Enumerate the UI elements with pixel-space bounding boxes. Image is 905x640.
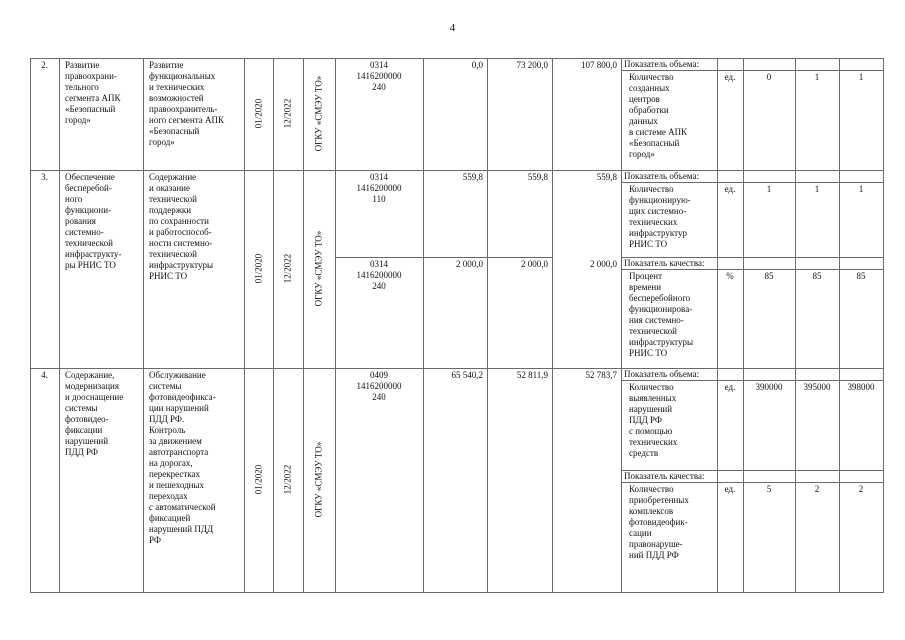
funding-2022: 559,8 <box>596 172 617 182</box>
activity-name-line: за движением <box>149 436 202 446</box>
table-rule <box>883 58 884 592</box>
task-name-line: системно- <box>65 227 104 237</box>
task-name-line: «Безопасный <box>65 104 116 114</box>
indicator-unit: ед. <box>724 484 736 494</box>
table-rule <box>795 58 796 592</box>
activity-name-line: с автоматической <box>149 502 216 512</box>
indicator-header: Показатель объема: <box>624 59 699 69</box>
task-name-line: ПДД РФ <box>65 447 98 457</box>
indicator-name-line: средств <box>629 448 659 458</box>
indicator-header: Показатель объема: <box>624 171 699 181</box>
indicator-unit: ед. <box>724 72 736 82</box>
activity-name-line: технической <box>149 194 197 204</box>
table-rule <box>143 58 144 592</box>
activity-name-line: автотранспорта <box>149 447 209 457</box>
indicator-name-line: Количество <box>629 72 674 82</box>
task-name-line: тельного <box>65 82 99 92</box>
indicator-unit: % <box>726 271 734 281</box>
indicator-2022: 398000 <box>847 382 875 392</box>
end-date: 12/2022 <box>282 253 293 284</box>
indicator-name-line: фотовидеофик- <box>629 517 688 527</box>
funding-2022: 52 783,7 <box>585 370 617 380</box>
indicator-name-line: функционирую- <box>629 195 691 205</box>
task-name-line: инфраструкту- <box>65 249 122 259</box>
activity-name-line: и пешеходных <box>149 480 205 490</box>
indicator-2022: 1 <box>858 184 864 194</box>
indicator-name-line: технических <box>629 437 678 447</box>
task-name-line: город» <box>65 115 91 125</box>
funding-2020: 2 000,0 <box>456 259 483 269</box>
table-rule <box>273 58 274 592</box>
row-number: 3. <box>41 172 48 182</box>
activity-name-line: город» <box>149 137 175 147</box>
table-rule <box>621 182 884 183</box>
indicator-name-line: РНИС ТО <box>629 239 668 249</box>
activity-name-line: функциональных <box>149 71 216 81</box>
budget-code <box>337 172 421 205</box>
indicator-name-line: «Безопасный <box>629 138 680 148</box>
indicator-name <box>629 72 715 160</box>
activity-name-line: Содержание <box>149 172 197 182</box>
activity-name-line: возможностей <box>149 93 204 103</box>
table-rule <box>621 482 884 483</box>
indicator-name-line: бесперебойного <box>629 293 691 303</box>
table-rule <box>717 58 718 592</box>
activity-name-line: системы <box>149 381 182 391</box>
budget-code-line: 240 <box>372 82 386 92</box>
indicator-name-line: щих системно- <box>629 206 687 216</box>
task-name-line: рования <box>65 216 96 226</box>
executor: ОГКУ «СМЭУ ТО» <box>313 75 324 152</box>
activity-name <box>149 370 242 546</box>
task-name-line: модернизация <box>65 381 119 391</box>
task-name-line: технической <box>65 238 113 248</box>
task-name-line: Обеспечение <box>65 172 115 182</box>
activity-name-line: Контроль <box>149 425 186 435</box>
indicator-name-line: с помощью <box>629 426 673 436</box>
indicator-name-line: приобретенных <box>629 495 689 505</box>
budget-code-line: 240 <box>372 392 386 402</box>
activity-name-line: фиксацией <box>149 513 191 523</box>
indicator-name-line: созданных <box>629 83 670 93</box>
table-rule <box>59 58 60 592</box>
table-rule <box>621 70 884 71</box>
funding-2020: 0,0 <box>471 60 483 70</box>
indicator-name-line: ПДД РФ <box>629 415 662 425</box>
task-name-line: фотовидео- <box>65 414 109 424</box>
budget-code-line: 1416200000 <box>356 71 402 81</box>
activity-name <box>149 172 242 282</box>
funding-2021: 73 200,0 <box>516 60 548 70</box>
activity-name-line: РНИС ТО <box>149 271 188 281</box>
indicator-name-line: Процент <box>629 271 663 281</box>
budget-code-line: 0314 <box>370 60 388 70</box>
activity-name-line: и оказание <box>149 183 190 193</box>
activity-name-line: Обслуживание <box>149 370 206 380</box>
budget-code-line: 1416200000 <box>356 381 402 391</box>
task-name-line: бесперебой- <box>65 183 112 193</box>
task-name <box>65 370 141 458</box>
executor: ОГКУ «СМЭУ ТО» <box>313 441 324 518</box>
executor: ОГКУ «СМЭУ ТО» <box>313 230 324 307</box>
indicator-name-line: функционирова- <box>629 304 693 314</box>
indicator-2020: 85 <box>764 271 774 281</box>
indicator-2022: 2 <box>858 484 864 494</box>
indicator-name <box>629 484 715 561</box>
table-rule <box>487 58 488 592</box>
budget-code <box>337 60 421 93</box>
indicator-name-line: ния системно- <box>629 315 684 325</box>
task-name <box>65 60 141 126</box>
indicator-name-line: нарушений <box>629 404 673 414</box>
funding-2021: 559,8 <box>527 172 548 182</box>
table-rule <box>335 257 553 258</box>
indicator-2021: 395000 <box>803 382 831 392</box>
indicator-name-line: Количество <box>629 184 674 194</box>
activity-name <box>149 60 242 148</box>
indicator-2022: 1 <box>858 72 864 82</box>
indicator-name-line: город» <box>629 149 655 159</box>
table-rule <box>244 58 245 592</box>
task-name-line: системы <box>65 403 98 413</box>
activity-name-line: ПДД РФ. <box>149 414 185 424</box>
activity-name-line: технической <box>149 249 197 259</box>
task-name-line: фиксации <box>65 425 103 435</box>
budget-code-line: 110 <box>372 194 386 204</box>
task-name <box>65 172 141 271</box>
indicator-name-line: инфраструктуры <box>629 337 693 347</box>
table-rule <box>423 58 424 592</box>
activity-name-line: по сохранности <box>149 216 209 226</box>
indicator-2021: 1 <box>814 72 820 82</box>
indicator-header: Показатель объема: <box>624 369 699 379</box>
activity-name-line: Развитие <box>149 60 184 70</box>
indicator-name-line: инфраструктур <box>629 228 687 238</box>
table-rule <box>839 58 840 592</box>
task-name-line: и дооснащение <box>65 392 124 402</box>
indicator-name <box>629 184 715 250</box>
page-number: 4 <box>449 22 456 34</box>
indicator-name-line: Количество <box>629 484 674 494</box>
indicator-name-line: выявленных <box>629 393 677 403</box>
task-name-line: Развитие <box>65 60 100 70</box>
indicator-2021: 1 <box>814 184 820 194</box>
indicator-name-line: комплексов <box>629 506 674 516</box>
row-number: 4. <box>41 370 48 380</box>
indicator-unit: ед. <box>724 184 736 194</box>
activity-name-line: и работоспособ- <box>149 227 212 237</box>
table-rule <box>303 58 304 592</box>
start-date: 01/2020 <box>253 253 263 284</box>
indicator-name-line: времени <box>629 282 662 292</box>
activity-name-line: ности системно- <box>149 238 213 248</box>
activity-name-line: инфраструктуры <box>149 260 213 270</box>
activity-name-line: поддержки <box>149 205 192 215</box>
activity-name-line: правоохранитель- <box>149 104 218 114</box>
budget-code <box>337 370 421 403</box>
budget-code-line: 1416200000 <box>356 270 402 280</box>
funding-2021: 2 000,0 <box>521 259 548 269</box>
indicator-header: Показатель качества: <box>624 258 705 268</box>
indicator-name-line: технических <box>629 217 678 227</box>
activity-name-line: РФ <box>149 535 161 545</box>
indicator-name-line: Количество <box>629 382 674 392</box>
indicator-name-line: РНИС ТО <box>629 348 668 358</box>
task-name-line: ры РНИС ТО <box>65 260 116 270</box>
task-name-line: функциони- <box>65 205 112 215</box>
start-date: 01/2020 <box>253 98 263 129</box>
indicator-2020: 390000 <box>755 382 783 392</box>
table-rule <box>621 269 884 270</box>
indicator-2021: 2 <box>814 484 820 494</box>
funding-2022: 2 000,0 <box>590 259 617 269</box>
budget-code-line: 0314 <box>370 259 388 269</box>
indicator-2021: 85 <box>812 271 822 281</box>
activity-name-line: перекрестках <box>149 469 201 479</box>
table-rule <box>552 58 553 592</box>
budget-code-line: 1416200000 <box>356 183 402 193</box>
funding-2022: 107 800,0 <box>581 60 617 70</box>
task-name-line: правоохрани- <box>65 71 117 81</box>
indicator-2022: 85 <box>856 271 866 281</box>
activity-name-line: нарушений ПДД <box>149 524 214 534</box>
table-rule <box>621 380 884 381</box>
indicator-name-line: данных <box>629 116 658 126</box>
end-date: 12/2022 <box>282 98 293 129</box>
indicator-2020: 5 <box>766 484 772 494</box>
budget-code-line: 0409 <box>370 370 388 380</box>
activity-name-line: «Безопасный <box>149 126 200 136</box>
task-name-line: Содержание, <box>65 370 115 380</box>
indicator-name <box>629 271 715 359</box>
table-rule <box>621 58 622 592</box>
table-rule <box>335 58 336 592</box>
table-rule <box>743 58 744 592</box>
funding-2020: 65 540,2 <box>451 370 483 380</box>
budget-code <box>337 259 421 292</box>
activity-name-line: переходах <box>149 491 188 501</box>
table-rule <box>30 592 884 593</box>
indicator-name-line: правонаруше- <box>629 539 683 549</box>
funding-2021: 52 811,9 <box>516 370 548 380</box>
indicator-2020: 1 <box>766 184 772 194</box>
activity-name-line: на дорогах, <box>149 458 193 468</box>
indicator-header: Показатель качества: <box>624 471 705 481</box>
indicator-name-line: центров <box>629 94 660 104</box>
task-name-line: сегмента АПК <box>65 93 121 103</box>
table-rule <box>30 58 31 592</box>
indicator-2020: 0 <box>766 72 772 82</box>
indicator-name-line: ний ПДД РФ <box>629 550 679 560</box>
activity-name-line: ного сегмента АПК <box>149 115 225 125</box>
end-date: 12/2022 <box>282 464 293 495</box>
budget-code-line: 0314 <box>370 172 388 182</box>
funding-2020: 559,8 <box>462 172 483 182</box>
budget-code-line: 240 <box>372 281 386 291</box>
task-name-line: ного <box>65 194 83 204</box>
indicator-name-line: сации <box>629 528 652 538</box>
indicator-name <box>629 382 715 459</box>
activity-name-line: и технических <box>149 82 205 92</box>
activity-name-line: фотовидеофикса- <box>149 392 216 402</box>
indicator-name-line: обработки <box>629 105 669 115</box>
start-date: 01/2020 <box>253 464 263 495</box>
indicator-unit: ед. <box>724 382 736 392</box>
activity-name-line: ции нарушений <box>149 403 209 413</box>
indicator-name-line: в системе АПК <box>629 127 688 137</box>
indicator-name-line: технической <box>629 326 677 336</box>
row-number: 2. <box>41 60 48 70</box>
task-name-line: нарушений <box>65 436 109 446</box>
